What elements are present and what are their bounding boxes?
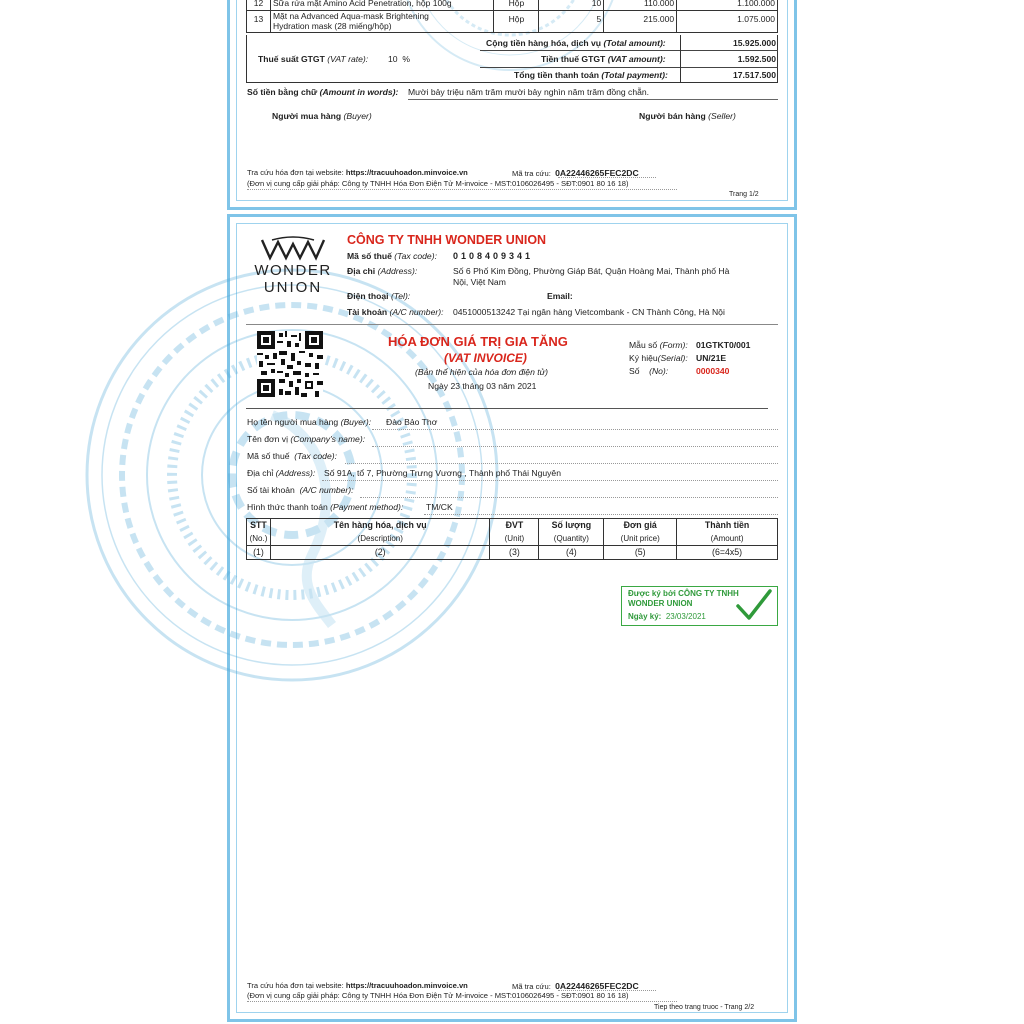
page-number: Tiep theo trang truoc - Trang 2/2 bbox=[654, 1004, 755, 1011]
company-logo: WONDER UNION bbox=[246, 236, 340, 310]
table-index-row: (1) (2) (3) (4) (5) (6=4x5) bbox=[247, 546, 778, 560]
digital-signature-box[interactable]: Được ký bởi CÔNG TY TNHH WONDER UNION Ngày ký: 23/03/2021 bbox=[621, 586, 778, 626]
seller-tax-label: Mã số thuế (Tax code): bbox=[347, 251, 437, 261]
vat-amount-label: Tiền thuế GTGT (VAT amount): bbox=[541, 54, 666, 64]
lookup-link[interactable]: https://tracuuhoadon.minvoice.vn bbox=[345, 168, 468, 177]
serial-label: Ký hiệu(Serial): bbox=[629, 353, 688, 363]
lookup-code: Mã tra cứu: 0A22446265FEC2DC bbox=[512, 168, 639, 178]
invoice-title: HÓA ĐƠN GIÁ TRỊ GIA TĂNG bbox=[388, 334, 568, 349]
seller-sign-label: Người bán hàng (Seller) bbox=[639, 111, 736, 121]
invoice-no: 0000340 bbox=[696, 366, 730, 376]
table-header-row: STT Tên hàng hóa, dịch vụ ĐVT Số lượng Đơn giá Thành tiền bbox=[247, 519, 778, 533]
buyer-name-label: Họ tên người mua hàng (Buyer): bbox=[247, 417, 372, 427]
amount-words-label: Số tiền bằng chữ (Amount in words): bbox=[247, 87, 399, 97]
items-table-page1 bbox=[246, 0, 778, 33]
seller-phone-label: Điện thoại (Tel): bbox=[347, 291, 411, 301]
buyer-address: Số 91A, tổ 7, Phường Trưng Vương , Thành phố Thái Nguyên bbox=[324, 468, 561, 478]
form-label: Mẫu số (Form): bbox=[629, 340, 688, 350]
payment-method: TM/CK bbox=[426, 502, 453, 512]
vat-rate: 10 % bbox=[388, 54, 410, 64]
seller-account: 0451000513242 Tại ngân hàng Vietcombank - CN Thành Công, Hà Nội bbox=[453, 307, 725, 317]
qr-code-icon[interactable] bbox=[257, 331, 323, 397]
logo-mark-icon bbox=[260, 236, 326, 262]
invoice-subtitle: (Bản thể hiện của hóa đơn điện tử) bbox=[415, 367, 548, 377]
invoice-title-en: (VAT INVOICE) bbox=[444, 351, 527, 365]
form-value: 01GTKT0/001 bbox=[696, 340, 751, 350]
vat-amount: 1.592.500 bbox=[737, 54, 776, 64]
lookup-line: Tra cứu hóa đơn tại website: https://tracuuhoadon.minvoice.vn bbox=[247, 981, 468, 990]
seller-address: Số 6 Phố Kim Đồng, Phường Giáp Bát, Quận Hoàng Mai, Thành phố Hà Nội, Việt Nam bbox=[453, 266, 730, 287]
total-amount-label: Cộng tiền hàng hóa, dịch vụ (Total amount): bbox=[486, 38, 666, 48]
total-payment-label: Tổng tiền thanh toán (Total payment): bbox=[514, 70, 668, 80]
buyer-name: Đào Bảo Thơ bbox=[386, 417, 438, 427]
buyer-account-label: Số tài khoản (A/C number): bbox=[247, 485, 354, 495]
provider-line: (Đơn vị cung cấp giải pháp: Công ty TNHH Hóa Đơn Điện Tử M-invoice - MST:0106026495 - SĐT:0901 80 16 18) bbox=[247, 179, 629, 188]
provider-line: (Đơn vị cung cấp giải pháp: Công ty TNHH Hóa Đơn Điện Tử M-invoice - MST:0106026495 - SĐT:0901 80 16 18) bbox=[247, 991, 629, 1000]
seller-tax-code: 0108409341 bbox=[453, 251, 534, 261]
buyer-address-label: Địa chỉ (Address): bbox=[247, 468, 316, 478]
buyer-tax-label: Mã số thuế (Tax code): bbox=[247, 451, 337, 461]
total-amount: 15.925.000 bbox=[732, 38, 776, 48]
items-table-page2 bbox=[246, 518, 778, 560]
payment-method-label: Hình thức thanh toán (Payment method): bbox=[247, 502, 404, 512]
amount-words: Mười bảy triệu năm trăm mười bảy nghìn năm trăm đồng chẵn. bbox=[408, 87, 650, 97]
company-label: Tên đơn vị (Company's name): bbox=[247, 434, 366, 444]
seller-address-label: Địa chỉ (Address): bbox=[347, 266, 418, 276]
company-name: CÔNG TY TNHH WONDER UNION bbox=[347, 233, 547, 247]
table-header-row-en: (No.) (Description) (Unit) (Quantity) (Unit price) (Amount) bbox=[247, 532, 778, 546]
table-row: 13 Mặt na Advanced Aqua-mask Brightening Hydration mask (28 miếng/hộp) Hộp 5 215.000 1.075.000 bbox=[247, 11, 778, 33]
buyer-sign-label: Người mua hàng (Buyer) bbox=[272, 111, 372, 121]
seller-email-label: Email: bbox=[547, 291, 573, 301]
checkmark-icon bbox=[736, 589, 772, 621]
invoice-no-label: Số (No): bbox=[629, 366, 669, 376]
lookup-code: Mã tra cứu: 0A22446265FEC2DC bbox=[512, 981, 639, 991]
invoice-date: Ngày 23 tháng 03 năm 2021 bbox=[428, 381, 537, 391]
table-row: 12 Sữa rửa mặt Amino Acid Penetration, hộp 100g Hộp 10 110.000 1.100.000 bbox=[247, 0, 778, 11]
total-payment: 17.517.500 bbox=[732, 70, 776, 80]
seller-account-label: Tài khoản (A/C number): bbox=[347, 307, 444, 317]
page-number: Trang 1/2 bbox=[729, 191, 759, 198]
serial-value: UN/21E bbox=[696, 353, 727, 363]
lookup-link[interactable]: https://tracuuhoadon.minvoice.vn bbox=[345, 981, 468, 990]
vat-rate-label: Thuế suất GTGT (VAT rate): bbox=[258, 54, 369, 64]
lookup-line: Tra cứu hóa đơn tại website: https://tracuuhoadon.minvoice.vn bbox=[247, 168, 468, 177]
